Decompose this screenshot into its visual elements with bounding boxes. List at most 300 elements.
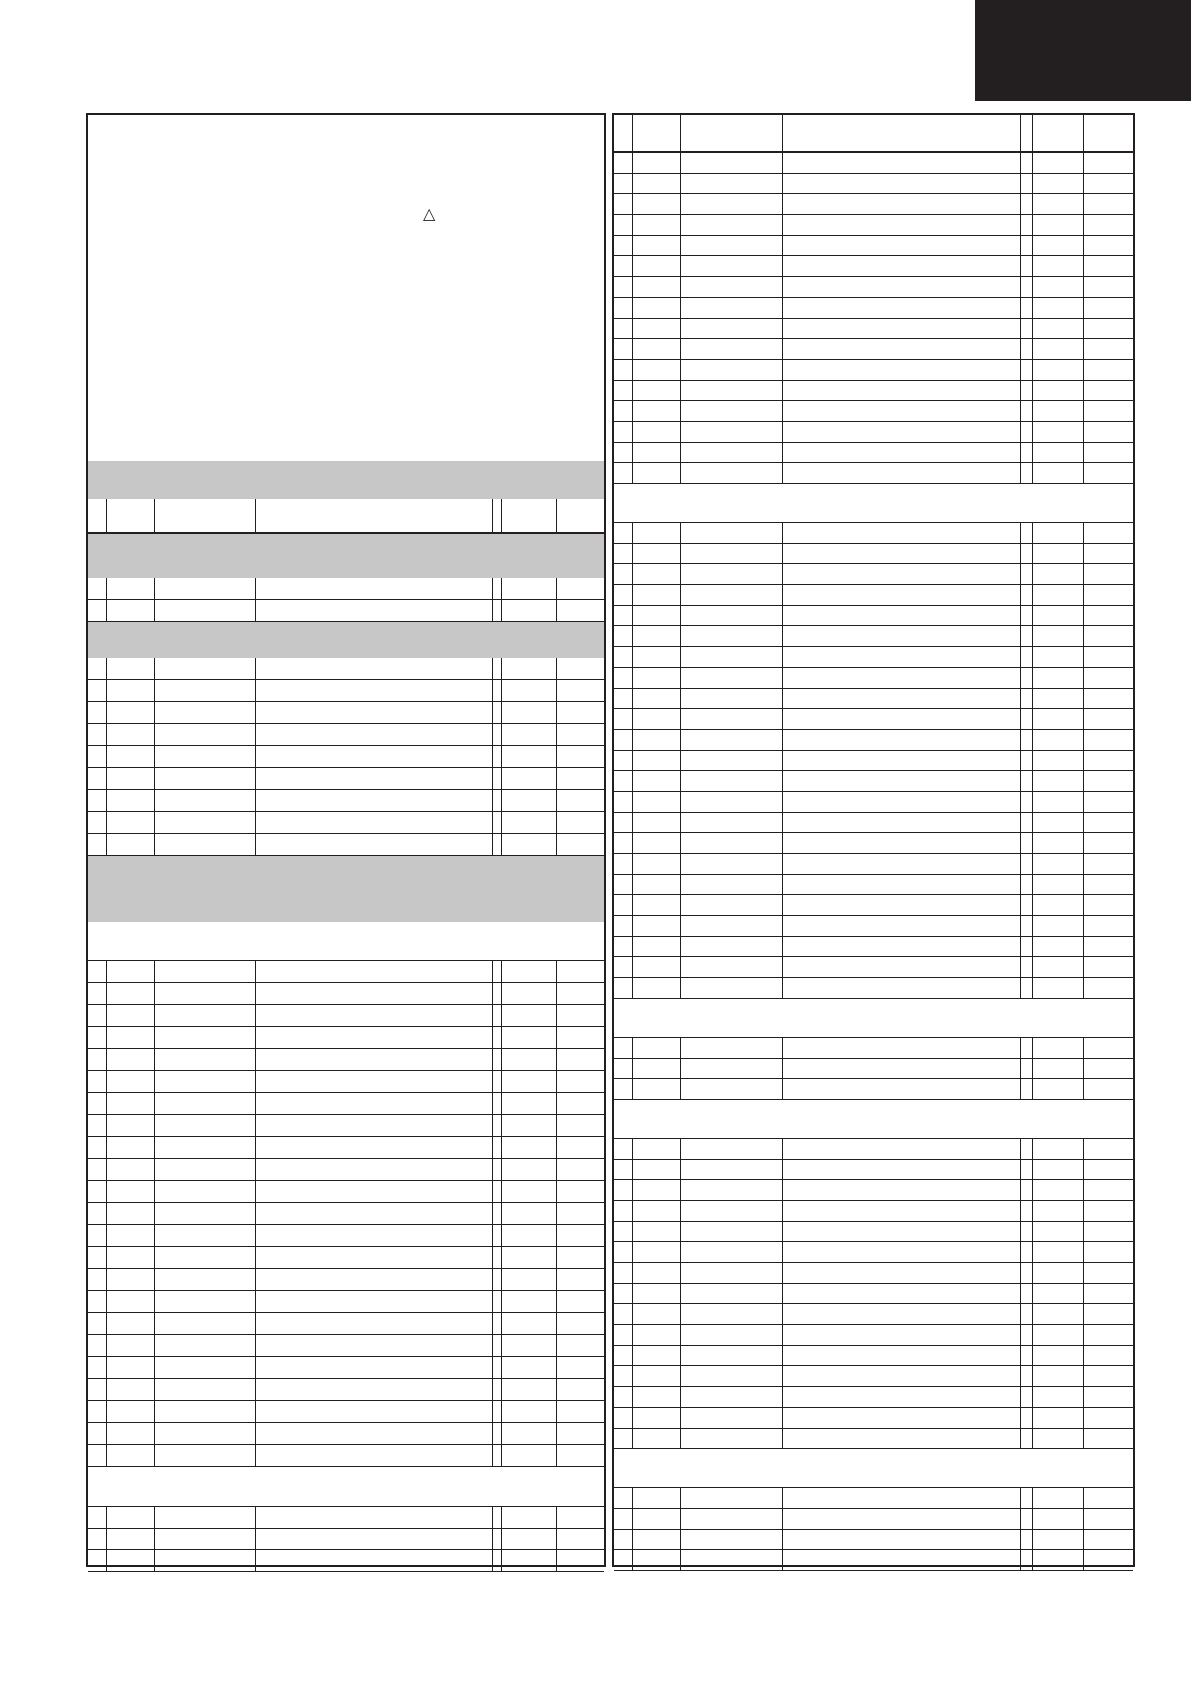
column-divider: [492, 1507, 493, 1528]
column-divider: [106, 746, 107, 767]
column-divider: [680, 937, 681, 957]
column-divider: [632, 626, 633, 646]
column-divider: [501, 600, 502, 621]
column-divider: [1032, 1222, 1033, 1242]
column-divider: [782, 339, 783, 359]
column-divider: [632, 194, 633, 214]
column-divider: [1032, 174, 1033, 194]
column-divider: [1032, 1488, 1033, 1508]
column-divider: [1020, 833, 1021, 853]
column-divider: [680, 236, 681, 256]
column-divider: [154, 1445, 155, 1466]
column-divider: [680, 1242, 681, 1262]
column-divider: [492, 1203, 493, 1224]
column-divider: [680, 443, 681, 463]
column-divider: [492, 1269, 493, 1290]
column-divider: [154, 1379, 155, 1400]
column-divider: [1032, 544, 1033, 564]
column-divider: [106, 1049, 107, 1070]
column-divider: [501, 1313, 502, 1334]
column-divider: [680, 1325, 681, 1345]
column-divider: [1032, 360, 1033, 380]
left-table-row: [88, 1401, 604, 1423]
column-divider: [492, 1335, 493, 1356]
column-divider: [556, 1269, 557, 1290]
left-table-row: [88, 1269, 604, 1291]
column-divider: [632, 1429, 633, 1449]
column-divider: [154, 1115, 155, 1136]
column-divider: [154, 768, 155, 789]
left-table-row: [88, 1445, 604, 1467]
column-divider: [1032, 1429, 1033, 1449]
column-divider: [632, 1160, 633, 1180]
column-divider: [680, 833, 681, 853]
column-divider: [632, 1325, 633, 1345]
right-table-row: [614, 1059, 1133, 1080]
column-divider: [1083, 978, 1084, 998]
column-divider: [632, 1180, 633, 1200]
left-table-row: [88, 1181, 604, 1203]
page-corner-tab: [975, 0, 1191, 101]
column-divider: [556, 1005, 557, 1026]
column-divider: [680, 523, 681, 543]
right-table-row: [614, 1079, 1133, 1100]
column-divider: [154, 1269, 155, 1290]
column-divider: [1083, 1304, 1084, 1324]
right-table-row: [614, 1304, 1133, 1325]
column-divider: [1020, 895, 1021, 915]
column-divider: [501, 1093, 502, 1114]
column-divider: [1032, 916, 1033, 936]
column-divider: [632, 771, 633, 791]
column-divider: [106, 983, 107, 1004]
column-divider: [1020, 585, 1021, 605]
column-divider: [680, 215, 681, 235]
right-table-row: [614, 443, 1133, 464]
column-divider: [1020, 1139, 1021, 1159]
column-divider: [154, 1357, 155, 1378]
column-divider: [556, 680, 557, 701]
column-divider: [632, 875, 633, 895]
column-divider: [154, 983, 155, 1004]
right-section-header: [614, 1449, 1133, 1488]
right-table-row: [614, 422, 1133, 443]
left-table-row: [88, 1247, 604, 1269]
right-table-row: [614, 523, 1133, 544]
right-table-row: [614, 957, 1133, 978]
column-divider: [501, 1401, 502, 1422]
column-divider: [1083, 422, 1084, 442]
column-divider: [501, 1529, 502, 1550]
column-divider: [1020, 443, 1021, 463]
column-divider: [501, 790, 502, 811]
column-divider: [501, 983, 502, 1004]
left-table-row: [88, 1291, 604, 1313]
column-divider: [782, 937, 783, 957]
column-divider: [1032, 463, 1033, 483]
column-divider: [680, 1530, 681, 1550]
column-divider: [154, 1005, 155, 1026]
right-table-row: [614, 381, 1133, 402]
column-divider: [556, 746, 557, 767]
column-divider: [632, 339, 633, 359]
column-divider: [501, 578, 502, 599]
right-table-row: [614, 339, 1133, 360]
column-divider: [632, 523, 633, 543]
column-divider: [680, 916, 681, 936]
left-table-row: [88, 578, 604, 600]
left-table-row: [88, 658, 604, 680]
right-table-row: [614, 153, 1133, 174]
right-table-row: [614, 1488, 1133, 1509]
column-divider: [680, 463, 681, 483]
column-divider: [782, 895, 783, 915]
column-divider: [154, 812, 155, 833]
column-divider: [106, 724, 107, 745]
column-divider: [782, 1038, 783, 1058]
column-divider: [680, 381, 681, 401]
left-table-row: [88, 1225, 604, 1247]
column-divider: [632, 1509, 633, 1529]
column-divider: [1020, 422, 1021, 442]
column-divider: [1020, 1488, 1021, 1508]
column-divider: [1083, 523, 1084, 543]
column-divider: [501, 1550, 502, 1571]
column-divider: [154, 961, 155, 982]
column-divider: [1032, 978, 1033, 998]
column-divider: [632, 319, 633, 339]
column-divider: [556, 1203, 557, 1224]
column-divider: [1020, 730, 1021, 750]
column-divider: [632, 443, 633, 463]
column-divider: [1032, 1079, 1033, 1099]
column-divider: [556, 1401, 557, 1422]
column-divider: [492, 578, 493, 599]
column-divider: [1032, 215, 1033, 235]
column-divider: [1020, 1038, 1021, 1058]
column-divider: [1032, 1180, 1033, 1200]
column-divider: [501, 746, 502, 767]
column-divider: [680, 319, 681, 339]
column-divider: [1032, 523, 1033, 543]
column-divider: [680, 813, 681, 833]
column-divider: [680, 401, 681, 421]
column-divider: [1020, 689, 1021, 709]
column-divider: [154, 658, 155, 679]
column-divider: [501, 1379, 502, 1400]
column-divider: [154, 578, 155, 599]
column-divider: [1083, 1408, 1084, 1428]
column-divider: [154, 1071, 155, 1092]
right-table-header-row: [614, 115, 1133, 153]
column-divider: [632, 751, 633, 771]
column-divider: [556, 1529, 557, 1550]
column-divider: [255, 1291, 256, 1312]
column-divider: [255, 812, 256, 833]
column-divider: [1083, 1325, 1084, 1345]
column-divider: [782, 647, 783, 667]
column-divider: [492, 1005, 493, 1026]
column-divider: [1083, 174, 1084, 194]
column-divider: [680, 194, 681, 214]
left-table-row: [88, 790, 604, 812]
column-divider: [632, 1242, 633, 1262]
column-divider: [1020, 298, 1021, 318]
column-divider: [1032, 751, 1033, 771]
right-table-row: [614, 1160, 1133, 1181]
right-table-row: [614, 875, 1133, 896]
column-divider: [106, 1071, 107, 1092]
right-section-header: [614, 1100, 1133, 1139]
column-divider: [1020, 647, 1021, 667]
right-table-row: [614, 833, 1133, 854]
column-divider: [106, 658, 107, 679]
column-divider: [782, 401, 783, 421]
column-divider: [255, 768, 256, 789]
column-divider: [106, 1159, 107, 1180]
column-divider: [492, 1071, 493, 1092]
column-divider: [492, 680, 493, 701]
left-table-row: [88, 1115, 604, 1137]
column-divider: [501, 1005, 502, 1026]
column-divider: [632, 1387, 633, 1407]
column-divider: [782, 1429, 783, 1449]
column-divider: [632, 730, 633, 750]
column-divider: [632, 937, 633, 957]
column-divider: [782, 194, 783, 214]
column-divider: [255, 746, 256, 767]
column-divider: [501, 1357, 502, 1378]
right-table-row: [614, 174, 1133, 195]
column-divider: [501, 1203, 502, 1224]
column-divider: [106, 1291, 107, 1312]
column-divider: [154, 1423, 155, 1444]
column-divider: [106, 680, 107, 701]
column-divider: [782, 730, 783, 750]
column-divider: [782, 1346, 783, 1366]
column-divider: [1032, 1059, 1033, 1079]
column-divider: [680, 1284, 681, 1304]
column-divider: [556, 1115, 557, 1136]
column-divider: [1032, 194, 1033, 214]
column-divider: [632, 422, 633, 442]
right-table-row: [614, 463, 1133, 484]
column-divider: [492, 961, 493, 982]
column-divider: [556, 961, 557, 982]
column-divider: [632, 813, 633, 833]
column-divider: [501, 1335, 502, 1356]
column-divider: [106, 790, 107, 811]
right-table-row: [614, 689, 1133, 710]
column-divider: [492, 1550, 493, 1571]
column-divider: [501, 1269, 502, 1290]
column-divider: [556, 1313, 557, 1334]
column-divider: [1020, 813, 1021, 833]
column-divider: [680, 585, 681, 605]
column-divider: [1032, 115, 1033, 151]
left-table-row: [88, 1093, 604, 1115]
column-divider: [782, 1222, 783, 1242]
column-divider: [632, 792, 633, 812]
column-divider: [255, 658, 256, 679]
right-table-row: [614, 1429, 1133, 1450]
column-divider: [782, 422, 783, 442]
column-divider: [556, 1181, 557, 1202]
column-divider: [492, 499, 493, 532]
column-divider: [1020, 1509, 1021, 1529]
column-divider: [556, 702, 557, 723]
column-divider: [632, 1530, 633, 1550]
column-divider: [1032, 381, 1033, 401]
column-divider: [1020, 256, 1021, 276]
column-divider: [154, 702, 155, 723]
column-divider: [492, 1181, 493, 1202]
column-divider: [556, 1445, 557, 1466]
column-divider: [154, 1181, 155, 1202]
column-divider: [782, 668, 783, 688]
column-divider: [1083, 585, 1084, 605]
column-divider: [1020, 1530, 1021, 1550]
column-divider: [1020, 564, 1021, 584]
column-divider: [1032, 833, 1033, 853]
right-table-row: [614, 751, 1133, 772]
right-table-row: [614, 813, 1133, 834]
column-divider: [106, 1550, 107, 1571]
column-divider: [1083, 1079, 1084, 1099]
column-divider: [1020, 153, 1021, 173]
column-divider: [492, 1247, 493, 1268]
right-table-row: [614, 730, 1133, 751]
column-divider: [1083, 544, 1084, 564]
column-divider: [154, 1401, 155, 1422]
column-divider: [782, 1325, 783, 1345]
column-divider: [154, 1247, 155, 1268]
column-divider: [632, 606, 633, 626]
column-divider: [632, 463, 633, 483]
column-divider: [1083, 339, 1084, 359]
column-divider: [556, 1357, 557, 1378]
column-divider: [255, 1159, 256, 1180]
column-divider: [1032, 626, 1033, 646]
column-divider: [556, 1550, 557, 1571]
column-divider: [1032, 1325, 1033, 1345]
column-divider: [1083, 319, 1084, 339]
column-divider: [680, 626, 681, 646]
column-divider: [1032, 1346, 1033, 1366]
column-divider: [1083, 1242, 1084, 1262]
column-divider: [1083, 1160, 1084, 1180]
right-table-row: [614, 626, 1133, 647]
column-divider: [492, 702, 493, 723]
column-divider: [632, 1079, 633, 1099]
column-divider: [1032, 937, 1033, 957]
column-divider: [106, 1181, 107, 1202]
column-divider: [1083, 1346, 1084, 1366]
column-divider: [556, 658, 557, 679]
column-divider: [106, 1093, 107, 1114]
column-divider: [154, 724, 155, 745]
column-divider: [255, 983, 256, 1004]
column-divider: [492, 1027, 493, 1048]
column-divider: [1083, 443, 1084, 463]
column-divider: [1020, 277, 1021, 297]
column-divider: [782, 277, 783, 297]
column-divider: [492, 1093, 493, 1114]
column-divider: [680, 256, 681, 276]
column-divider: [632, 1304, 633, 1324]
column-divider: [255, 1247, 256, 1268]
column-divider: [556, 1049, 557, 1070]
right-table-row: [614, 1387, 1133, 1408]
left-table-row: [88, 1313, 604, 1335]
column-divider: [154, 1159, 155, 1180]
column-divider: [782, 1366, 783, 1386]
column-divider: [106, 1005, 107, 1026]
column-divider: [106, 1247, 107, 1268]
column-divider: [1032, 895, 1033, 915]
column-divider: [632, 153, 633, 173]
column-divider: [1020, 360, 1021, 380]
column-divider: [1083, 463, 1084, 483]
column-divider: [1032, 813, 1033, 833]
column-divider: [1020, 1304, 1021, 1324]
left-section-header: [88, 534, 604, 578]
right-section-header: [614, 484, 1133, 523]
column-divider: [680, 1304, 681, 1324]
column-divider: [492, 1357, 493, 1378]
column-divider: [680, 895, 681, 915]
column-divider: [1083, 1201, 1084, 1221]
column-divider: [154, 1225, 155, 1246]
column-divider: [106, 1423, 107, 1444]
column-divider: [1032, 256, 1033, 276]
column-divider: [782, 360, 783, 380]
column-divider: [255, 1445, 256, 1466]
column-divider: [501, 724, 502, 745]
right-table-row: [614, 1242, 1133, 1263]
column-divider: [1020, 792, 1021, 812]
column-divider: [1083, 916, 1084, 936]
column-divider: [1020, 1242, 1021, 1262]
column-divider: [782, 381, 783, 401]
column-divider: [680, 875, 681, 895]
left-table-row: [88, 1335, 604, 1357]
column-divider: [154, 1529, 155, 1550]
column-divider: [782, 256, 783, 276]
column-divider: [154, 790, 155, 811]
column-divider: [255, 1049, 256, 1070]
column-divider: [782, 606, 783, 626]
right-table-row: [614, 1325, 1133, 1346]
column-divider: [492, 790, 493, 811]
right-table-row: [614, 360, 1133, 381]
column-divider: [782, 1079, 783, 1099]
column-divider: [632, 174, 633, 194]
column-divider: [255, 1423, 256, 1444]
column-divider: [501, 680, 502, 701]
column-divider: [680, 1038, 681, 1058]
column-divider: [782, 813, 783, 833]
column-divider: [1083, 771, 1084, 791]
column-divider: [1083, 730, 1084, 750]
column-divider: [1020, 1366, 1021, 1386]
right-table-row: [614, 1180, 1133, 1201]
column-divider: [556, 1247, 557, 1268]
column-divider: [680, 751, 681, 771]
column-divider: [556, 790, 557, 811]
column-divider: [556, 578, 557, 599]
column-divider: [782, 463, 783, 483]
